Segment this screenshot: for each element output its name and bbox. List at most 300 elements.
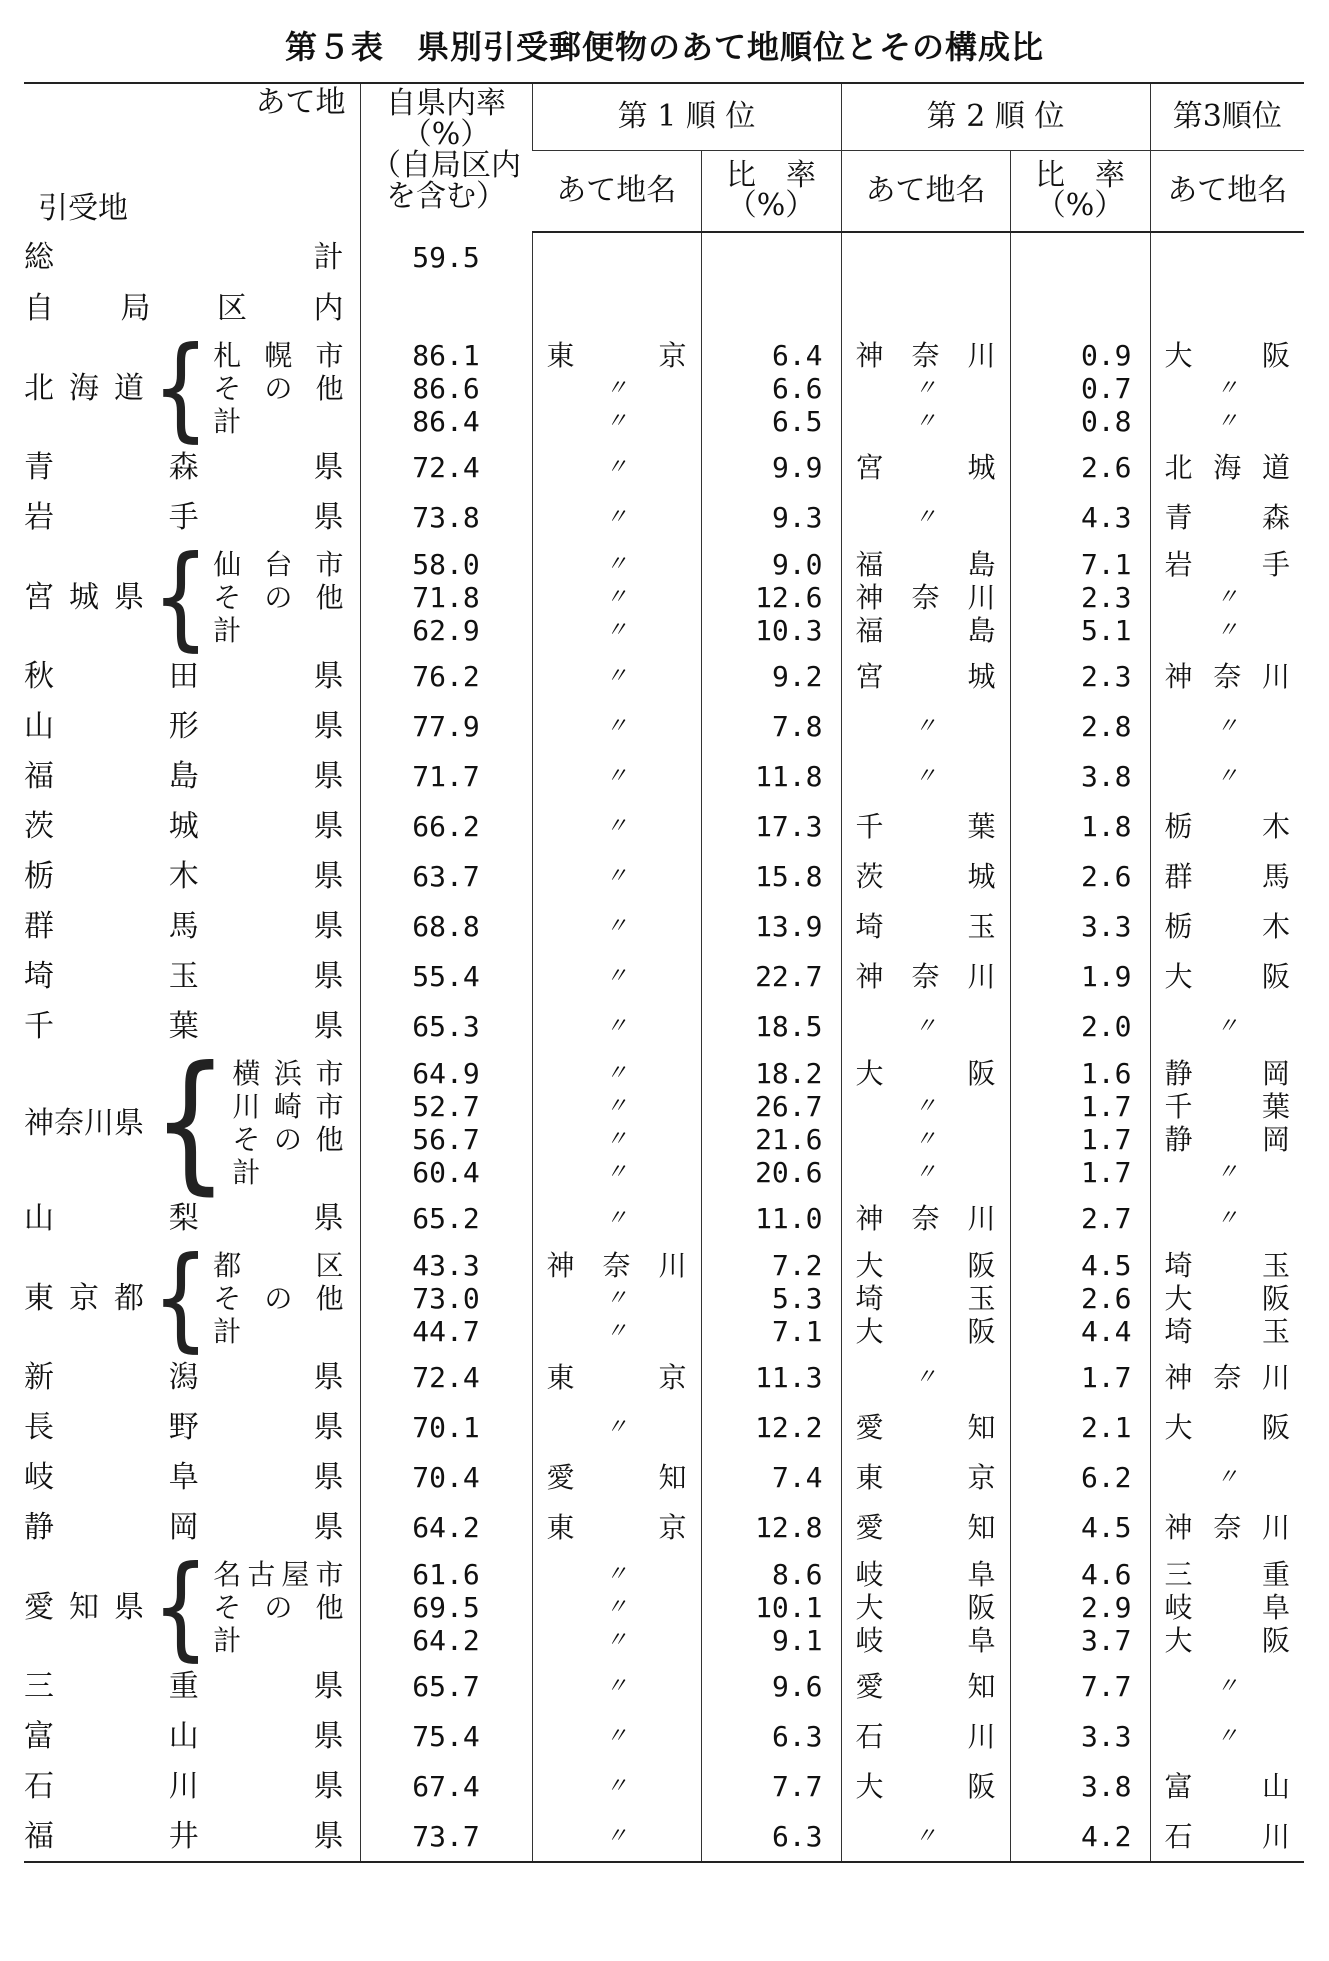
self-rate [360, 1352, 532, 1402]
self-rate [360, 851, 532, 901]
rank2-name-value: 〃 [914, 1160, 937, 1185]
rank2-name-value: 大 阪 [855, 1057, 996, 1090]
rank2-name [841, 1193, 1010, 1243]
rank2-name-value: 茨 城 [855, 860, 996, 893]
rank2-ratio [1010, 1711, 1150, 1761]
self-rate [360, 1761, 532, 1811]
rank2-ratio-value: 5.1 [1080, 614, 1132, 647]
rank1-ratio-value: 7.1 [771, 1315, 823, 1348]
rank2-name-value: 東 京 [855, 1461, 996, 1494]
rank3-name-value: 神 奈 川 [1164, 1361, 1291, 1394]
rank1-ratio [701, 1193, 841, 1243]
sub-area-label: そ の 他 [213, 1282, 344, 1315]
rank1-ratio [701, 1452, 841, 1502]
rank1-ratio-value: 9.0 [771, 548, 823, 581]
rank2-ratio [1010, 651, 1150, 701]
table-row [24, 542, 1304, 651]
rank1-ratio [701, 701, 841, 751]
rank1-name [532, 1402, 701, 1452]
header-rank2: 第 2 順 位 [841, 83, 1150, 151]
rank2-name [841, 701, 1010, 751]
rank1-name-value: 〃 [605, 455, 628, 480]
rank2-name [841, 901, 1010, 951]
rank2-ratio-value: 1.7 [1080, 1361, 1132, 1394]
table-row [24, 1352, 1304, 1402]
rank2-name-value: 埼 玉 [855, 910, 996, 943]
self-rate-value: 72.4 [412, 1361, 480, 1394]
self-rate-value: 71.8 [412, 581, 480, 614]
rank3-name [1150, 232, 1304, 283]
prefecture-name: 山 梨 県 [24, 1201, 344, 1236]
rank3-name-value: 大 阪 [1164, 1411, 1291, 1444]
self-rate-value: 86.4 [412, 405, 480, 438]
rank3-name-value: 〃 [1216, 764, 1239, 789]
prefecture-name: 静 岡 県 [24, 1510, 344, 1545]
self-rate-value: 76.2 [412, 660, 480, 693]
rank3-name-value: 北 海 道 [1164, 451, 1291, 484]
table-row [24, 651, 1304, 701]
self-rate [360, 651, 532, 701]
rank2-name-value: 愛 知 [855, 1670, 996, 1703]
rank2-name [841, 283, 1010, 333]
rank1-name [532, 1001, 701, 1051]
self-rate [360, 542, 532, 651]
rank2-ratio [1010, 751, 1150, 801]
self-rate-value: 66.2 [412, 810, 480, 843]
row-label [24, 1232, 360, 1364]
rank3-name [1150, 283, 1304, 333]
rank2-ratio [1010, 492, 1150, 542]
rank3-name-value: 千 葉 [1164, 1090, 1291, 1123]
header-ratio-line: （%） [726, 188, 816, 223]
rank2-ratio [1010, 442, 1150, 492]
rank-table [24, 82, 1304, 1863]
rank1-name-value [547, 239, 687, 279]
rank2-name-value: 岐 阜 [855, 1558, 996, 1591]
rank1-name-value: 〃 [605, 618, 628, 643]
table-row [24, 801, 1304, 851]
rank3-name [1150, 1402, 1304, 1452]
table-row [24, 442, 1304, 492]
rank1-ratio [701, 442, 841, 492]
sub-area-label: 横 浜 市 [232, 1057, 344, 1090]
rank1-name-value: 〃 [605, 1094, 628, 1119]
row-label [24, 651, 360, 701]
row-label [24, 1352, 360, 1402]
rank1-ratio [701, 492, 841, 542]
rank1-ratio-value: 7.4 [771, 1461, 823, 1494]
prefecture-name: 神 奈 川 県 [24, 1105, 144, 1141]
rank1-ratio-value: 20.6 [755, 1156, 823, 1189]
rank1-ratio-value: 5.3 [771, 1282, 823, 1315]
sub-area-label: 計 [213, 614, 242, 647]
rank1-ratio-value: 6.6 [771, 372, 823, 405]
rank1-name-value: 東 京 [546, 339, 687, 372]
sub-area-label: そ の 他 [213, 372, 344, 405]
rank2-ratio [1010, 1051, 1150, 1193]
rank1-ratio [701, 951, 841, 1001]
rank2-ratio-value: 1.7 [1080, 1156, 1132, 1189]
self-rate-value [361, 289, 532, 329]
rank1-name-value: 〃 [605, 1014, 628, 1039]
rank2-ratio-value: 7.7 [1080, 1670, 1132, 1703]
brace-mark: { [152, 1232, 210, 1364]
rank1-name [532, 1502, 701, 1552]
rank3-name-value: 栃 木 [1164, 910, 1291, 943]
header-rank1: 第 1 順 位 [532, 83, 841, 151]
rank2-ratio-value [1011, 289, 1132, 329]
sub-area-label: そ の 他 [232, 1123, 344, 1156]
rank3-name [1150, 1001, 1304, 1051]
rank1-name-value: 〃 [605, 1319, 628, 1344]
page-title: 第５表 県別引受郵便物のあて地順位とその構成比 [284, 28, 1044, 66]
rank2-ratio-value: 1.7 [1080, 1090, 1132, 1123]
self-rate-value: 70.1 [412, 1411, 480, 1444]
rank1-ratio-value: 11.8 [755, 760, 823, 793]
rank2-name [841, 1811, 1010, 1862]
rank1-name-value: 東 京 [546, 1361, 687, 1394]
rank2-name-value: 千 葉 [855, 810, 996, 843]
rank1-name-value [547, 289, 687, 329]
rank3-name [1150, 1761, 1304, 1811]
rank2-ratio [1010, 1811, 1150, 1862]
rank2-name [841, 1352, 1010, 1402]
rank3-name-value: 大 阪 [1164, 339, 1291, 372]
self-rate-value: 52.7 [412, 1090, 480, 1123]
rank1-name-value: 〃 [605, 1415, 628, 1440]
rank1-name [532, 1711, 701, 1761]
rank1-ratio [701, 1761, 841, 1811]
rank2-ratio-value: 4.6 [1080, 1558, 1132, 1591]
self-rate-value: 56.7 [412, 1123, 480, 1156]
table-row [24, 951, 1304, 1001]
rank2-ratio-value: 2.6 [1080, 1282, 1132, 1315]
rank2-name [841, 851, 1010, 901]
prefecture-name: 群 馬 県 [24, 909, 344, 944]
rank1-name-value: 神 奈 川 [546, 1249, 687, 1282]
rank2-ratio-value: 4.5 [1080, 1511, 1132, 1544]
rank2-name-value: 〃 [914, 409, 937, 434]
rank1-ratio [701, 1001, 841, 1051]
rank1-name-value: 〃 [605, 1724, 628, 1749]
header-corner [24, 83, 360, 232]
rank1-ratio-value: 6.3 [771, 1820, 823, 1853]
rank1-ratio-value: 6.5 [771, 405, 823, 438]
rank3-name [1150, 1452, 1304, 1502]
rank2-ratio-value: 2.7 [1080, 1202, 1132, 1235]
rank3-name-value: 富 山 [1164, 1770, 1291, 1803]
rank2-ratio-value: 2.9 [1080, 1591, 1132, 1624]
rank2-ratio [1010, 901, 1150, 951]
rank2-name [841, 1711, 1010, 1761]
self-rate [360, 751, 532, 801]
rank1-ratio-value: 26.7 [755, 1090, 823, 1123]
rank2-ratio-value: 2.6 [1080, 860, 1132, 893]
table-row [24, 232, 1304, 283]
self-rate-value: 69.5 [412, 1591, 480, 1624]
rank3-name-value: 大 阪 [1164, 1624, 1291, 1657]
rank2-ratio-value: 4.4 [1080, 1315, 1132, 1348]
prefecture-name: 新 潟 県 [24, 1360, 344, 1395]
prefecture-name: 千 葉 県 [24, 1009, 344, 1044]
rank3-name-value: 〃 [1216, 409, 1239, 434]
row-label [24, 1761, 360, 1811]
rank2-name-value: 〃 [914, 1365, 937, 1390]
rank3-name-value: 埼 玉 [1164, 1249, 1291, 1282]
rank3-name [1150, 1352, 1304, 1402]
header-ratio-line: 比 率 [1035, 158, 1126, 193]
table-row [24, 492, 1304, 542]
rank1-ratio-value: 17.3 [755, 810, 823, 843]
rank2-name [841, 1402, 1010, 1452]
rank2-name-value: 愛 知 [855, 1411, 996, 1444]
rank2-name [841, 1051, 1010, 1193]
prefecture-name: 山 形 県 [24, 709, 344, 744]
self-rate-value: 65.3 [412, 1010, 480, 1043]
self-rate [360, 1402, 532, 1452]
rank1-name [532, 1661, 701, 1711]
rank1-ratio-value: 10.1 [755, 1591, 823, 1624]
rank1-ratio-value: 8.6 [771, 1558, 823, 1591]
rank2-name-value: 大 阪 [855, 1591, 996, 1624]
rank3-name-value: 栃 木 [1164, 810, 1291, 843]
rank1-name [532, 1452, 701, 1502]
sub-area-label: 計 [213, 1315, 242, 1348]
rank1-name-value: 〃 [605, 714, 628, 739]
sub-area-label: 名 古 屋 市 [213, 1558, 344, 1591]
rank1-name-value: 〃 [605, 664, 628, 689]
header-dest-name-3: あて地名 [1150, 151, 1304, 233]
rank1-name-value: 〃 [605, 505, 628, 530]
rank1-name [532, 801, 701, 851]
table-row [24, 851, 1304, 901]
table-row [24, 1051, 1304, 1193]
rank3-name-value: 岐 阜 [1164, 1591, 1291, 1624]
self-rate-value: 73.7 [412, 1820, 480, 1853]
prefecture-name: 長 野 県 [24, 1410, 344, 1445]
rank2-name-value: 福 島 [855, 548, 996, 581]
self-rate-value: 63.7 [412, 860, 480, 893]
table-row [24, 1811, 1304, 1862]
sub-area-label: 仙 台 市 [213, 548, 344, 581]
rank3-name-value [1165, 289, 1291, 329]
rank2-name-value: 〃 [914, 764, 937, 789]
header-ratio-line: 比 率 [726, 158, 816, 193]
rank3-name-value: 群 馬 [1164, 860, 1291, 893]
rank1-name-value: 〃 [605, 1628, 628, 1653]
self-rate-value: 44.7 [412, 1315, 480, 1348]
rank2-ratio [1010, 701, 1150, 751]
self-rate [360, 801, 532, 851]
prefecture-name: 総 計 [24, 240, 344, 275]
rank3-name-value: 〃 [1216, 585, 1239, 610]
rank1-name-value: 〃 [605, 1127, 628, 1152]
row-label [24, 1452, 360, 1502]
rank2-ratio-value: 4.5 [1080, 1249, 1132, 1282]
sub-area-label: 計 [232, 1156, 261, 1189]
self-rate-value: 73.0 [412, 1282, 480, 1315]
rank1-ratio-value [702, 289, 823, 329]
rank2-ratio [1010, 1661, 1150, 1711]
header-origin: 引受地 [38, 191, 128, 226]
rank1-name [532, 1352, 701, 1402]
rank3-name [1150, 701, 1304, 751]
rank2-ratio-value: 0.9 [1080, 339, 1132, 372]
rank2-ratio-value: 4.2 [1080, 1820, 1132, 1853]
self-rate-value: 64.2 [412, 1511, 480, 1544]
brace-mark: { [152, 1541, 210, 1673]
rank3-name [1150, 751, 1304, 801]
self-rate-value: 65.2 [412, 1202, 480, 1235]
rank1-ratio-value: 18.2 [755, 1057, 823, 1090]
rank3-name-value: 〃 [1216, 1014, 1239, 1039]
prefecture-name: 埼 玉 県 [24, 959, 344, 994]
table-row [24, 1193, 1304, 1243]
rank2-name [841, 1001, 1010, 1051]
rank3-name-value: 〃 [1216, 1465, 1239, 1490]
rank1-ratio [701, 1352, 841, 1402]
self-rate-value: 60.4 [412, 1156, 480, 1189]
rank2-name-value: 愛 知 [855, 1511, 996, 1544]
rank2-name-value: 〃 [914, 1094, 937, 1119]
rank2-ratio-value: 3.3 [1080, 1720, 1132, 1753]
rank2-name [841, 1502, 1010, 1552]
self-rate-value: 67.4 [412, 1770, 480, 1803]
rank3-name-value: 〃 [1216, 1206, 1239, 1231]
rank1-name-value: 〃 [605, 1774, 628, 1799]
table-row [24, 901, 1304, 951]
self-rate [360, 1711, 532, 1761]
rank1-ratio-value: 7.8 [771, 710, 823, 743]
rank1-name [532, 1811, 701, 1862]
self-rate-value: 72.4 [412, 451, 480, 484]
self-rate-value: 65.7 [412, 1670, 480, 1703]
self-rate [360, 333, 532, 442]
row-label [24, 1811, 360, 1862]
self-rate-value: 77.9 [412, 710, 480, 743]
rank1-name-value: 〃 [605, 1674, 628, 1699]
rank2-name-value: 岐 阜 [855, 1624, 996, 1657]
brace-mark: { [152, 322, 210, 454]
rank2-ratio-value: 2.8 [1080, 710, 1132, 743]
rank1-name [532, 442, 701, 492]
rank1-name [532, 542, 701, 651]
rank1-ratio-value: 12.2 [755, 1411, 823, 1444]
sub-area-label: 計 [213, 405, 242, 438]
rank1-name-value: 〃 [605, 764, 628, 789]
table-row [24, 1402, 1304, 1452]
rank2-ratio [1010, 1452, 1150, 1502]
header-rate-line: 自県内率 [386, 86, 506, 121]
table-row [24, 333, 1304, 442]
rank3-name-value: 〃 [1216, 714, 1239, 739]
header-rate-line: （%） [401, 117, 491, 152]
rank1-ratio-value: 11.0 [755, 1202, 823, 1235]
header-self-rate [360, 83, 532, 232]
row-label [24, 1402, 360, 1452]
self-rate [360, 1243, 532, 1352]
table-row [24, 1243, 1304, 1352]
rank2-ratio-value: 7.1 [1080, 548, 1132, 581]
row-label [24, 701, 360, 751]
rank3-name [1150, 1193, 1304, 1243]
rank2-ratio-value: 1.7 [1080, 1123, 1132, 1156]
rank1-ratio-value: 9.2 [771, 660, 823, 693]
rank1-ratio [701, 751, 841, 801]
self-rate [360, 901, 532, 951]
rank1-name-value: 〃 [605, 914, 628, 939]
rank2-ratio-value: 4.3 [1080, 501, 1132, 534]
rank2-ratio [1010, 1502, 1150, 1552]
rank2-name [841, 1761, 1010, 1811]
header-ratio-2 [1010, 151, 1150, 233]
header-destination: あて地 [255, 85, 346, 120]
rank1-name [532, 751, 701, 801]
rank2-ratio [1010, 333, 1150, 442]
rank1-ratio [701, 1502, 841, 1552]
rank1-ratio [701, 801, 841, 851]
rank2-name-value: 福 島 [855, 614, 996, 647]
sub-area-label: 都 区 [213, 1249, 344, 1282]
rank3-name [1150, 851, 1304, 901]
sub-area-label: 札 幌 市 [213, 339, 344, 372]
rank2-name [841, 951, 1010, 1001]
rank1-name-value: 〃 [605, 814, 628, 839]
rank3-name [1150, 492, 1304, 542]
rank1-name [532, 651, 701, 701]
rank2-ratio [1010, 1193, 1150, 1243]
rank3-name-value: 石 川 [1164, 1820, 1291, 1853]
rank3-name [1150, 1051, 1304, 1193]
rank2-name-value: 神 奈 川 [855, 339, 996, 372]
header-rate-line: を含む） [386, 179, 506, 214]
prefecture-name: 栃 木 県 [24, 859, 344, 894]
self-rate-value: 62.9 [412, 614, 480, 647]
rank1-name [532, 701, 701, 751]
row-label [24, 751, 360, 801]
rank2-ratio [1010, 1761, 1150, 1811]
rank2-name [841, 1552, 1010, 1661]
rank1-ratio [701, 232, 841, 283]
rank1-ratio [701, 901, 841, 951]
table-body [24, 232, 1304, 1862]
table-row [24, 751, 1304, 801]
rank3-name-value: 〃 [1216, 618, 1239, 643]
table-row [24, 1552, 1304, 1661]
rank1-ratio [701, 851, 841, 901]
rank1-ratio [701, 1552, 841, 1661]
self-rate-value: 68.8 [412, 910, 480, 943]
header-dest-name-2: あて地名 [841, 151, 1010, 233]
rank3-name-value: 青 森 [1164, 501, 1291, 534]
rank1-name [532, 283, 701, 333]
rank3-name-value: 〃 [1216, 1160, 1239, 1185]
rank1-ratio [701, 283, 841, 333]
rank1-name [532, 1051, 701, 1193]
row-label [24, 1661, 360, 1711]
rank1-ratio-value: 9.1 [771, 1624, 823, 1657]
rank2-ratio [1010, 1352, 1150, 1402]
rank2-name-value: 〃 [914, 1014, 937, 1039]
prefecture-name: 東 京 都 [24, 1281, 144, 1316]
self-rate [360, 492, 532, 542]
rank3-name [1150, 542, 1304, 651]
rank2-name-value: 〃 [914, 376, 937, 401]
header-ratio-line: （%） [1035, 188, 1125, 223]
rank2-name-value: 神 奈 川 [855, 581, 996, 614]
rank3-name [1150, 651, 1304, 701]
rank1-name-value: 〃 [605, 1562, 628, 1587]
